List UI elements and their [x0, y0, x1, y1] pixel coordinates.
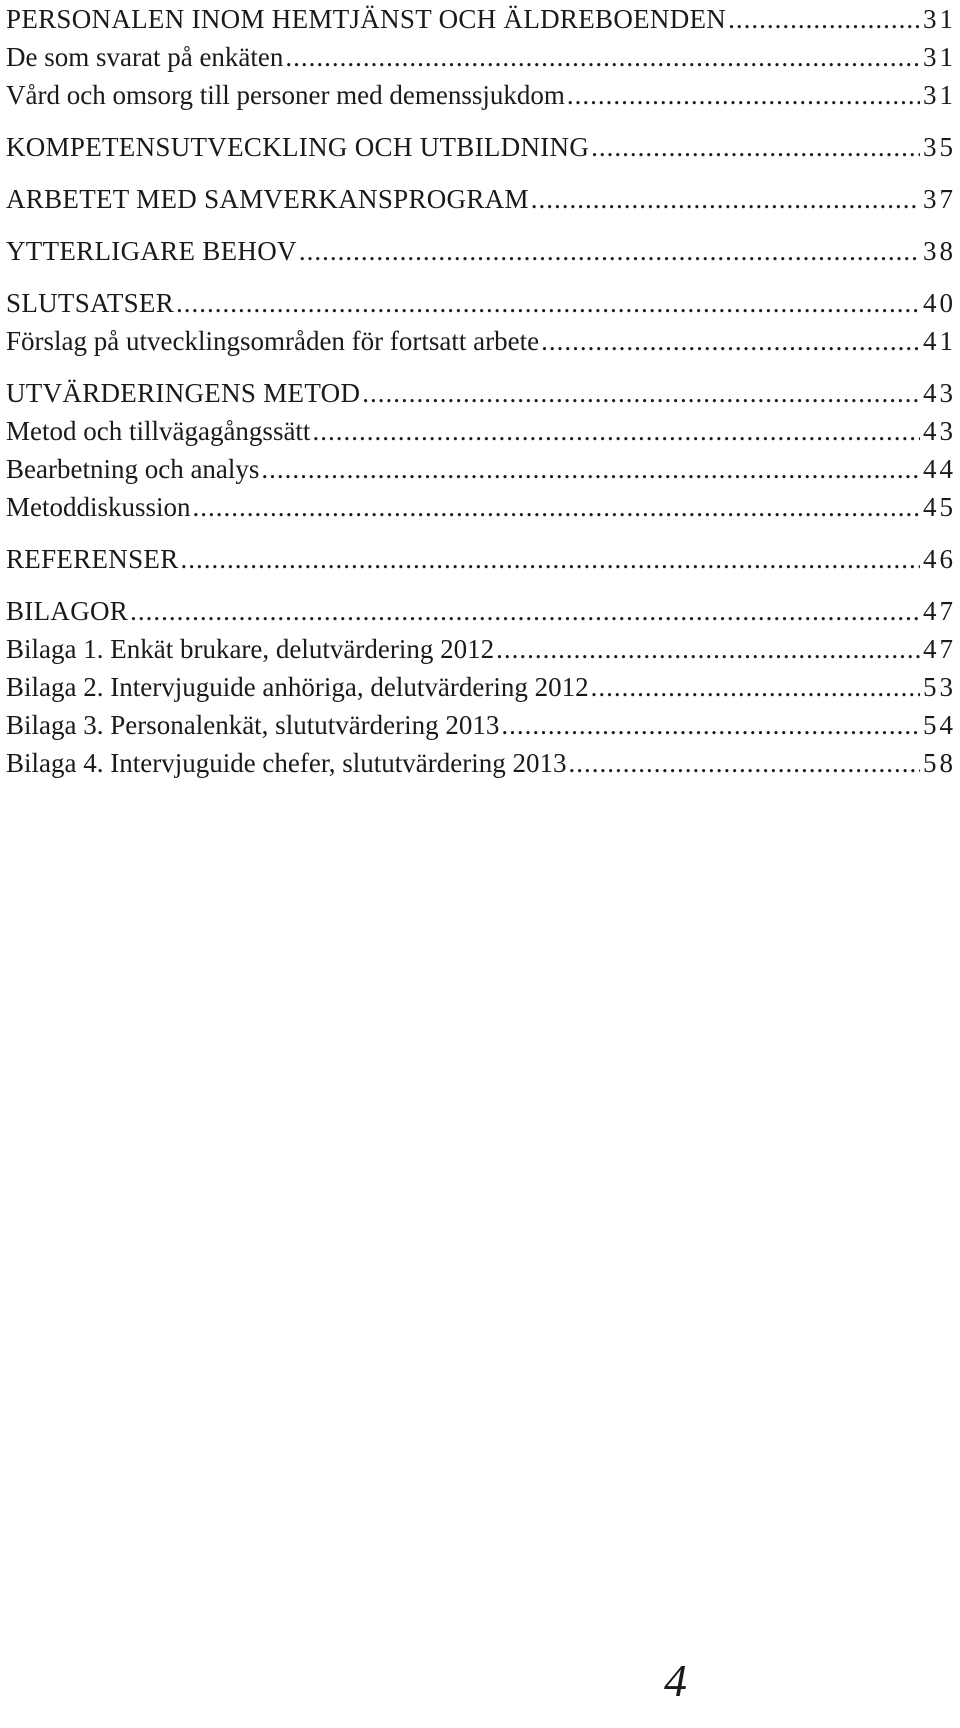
dot-leader	[496, 630, 920, 668]
toc-entry[interactable]	[6, 38, 956, 76]
dot-leader	[567, 76, 920, 114]
toc-entry-label: Vård och omsorg till personer med demenssjukdom	[6, 80, 565, 110]
toc-entry-label: Metod och tillvägagångssätt	[6, 416, 311, 446]
page-number: 4	[664, 1655, 687, 1706]
dot-leader	[193, 488, 920, 526]
dot-leader	[541, 322, 920, 360]
toc-entry-label: Bilaga 4. Intervjuguide chefer, slututvärdering 2013	[6, 748, 567, 778]
dot-leader	[299, 232, 920, 270]
toc-entry-label: PERSONALEN INOM HEMTJÄNST OCH ÄLDREBOENDEN	[6, 4, 727, 34]
toc-entry[interactable]	[6, 374, 956, 412]
toc-entry-page: 43	[923, 378, 956, 408]
toc-entry[interactable]	[6, 630, 956, 668]
toc-entry-page: 41	[923, 326, 956, 356]
toc-entry-page: 53	[923, 672, 956, 702]
toc-entry-label: Metoddiskussion	[6, 492, 191, 522]
toc-entry-page: 31	[923, 4, 956, 34]
toc-entry-label: YTTERLIGARE BEHOV	[6, 236, 297, 266]
toc-entry-page: 31	[923, 42, 956, 72]
toc-entry-page: 38	[923, 236, 956, 266]
toc-entry-label: REFERENSER	[6, 544, 179, 574]
toc-entry[interactable]	[6, 412, 956, 450]
toc-entry-page: 44	[923, 454, 956, 484]
toc-entry[interactable]	[6, 450, 956, 488]
toc-entry-page: 54	[923, 710, 956, 740]
toc-entry-page: 31	[923, 80, 956, 110]
toc-entry-page: 47	[923, 596, 956, 626]
toc-entry-label: KOMPETENSUTVECKLING OCH UTBILDNING	[6, 132, 590, 162]
toc-entry[interactable]	[6, 128, 956, 166]
toc-entry-label: Förslag på utvecklingsområden för fortsatt arbete	[6, 326, 540, 356]
dot-leader	[531, 180, 920, 218]
table-of-contents	[6, 0, 956, 782]
toc-entry[interactable]	[6, 706, 956, 744]
dot-leader	[569, 744, 920, 782]
toc-entry[interactable]	[6, 0, 956, 38]
toc-entry[interactable]	[6, 540, 956, 578]
toc-entry-page: 40	[923, 288, 956, 318]
toc-entry-label: BILAGOR	[6, 596, 129, 626]
toc-entry-label: Bilaga 1. Enkät brukare, delutvärdering 2012	[6, 634, 495, 664]
toc-entry[interactable]	[6, 180, 956, 218]
toc-entry-label: Bearbetning och analys	[6, 454, 260, 484]
toc-entry[interactable]	[6, 284, 956, 322]
toc-entry-label: UTVÄRDERINGENS METOD	[6, 378, 361, 408]
toc-entry[interactable]	[6, 232, 956, 270]
dot-leader	[728, 0, 920, 38]
dot-leader	[362, 374, 920, 412]
dot-leader	[591, 668, 920, 706]
dot-leader	[261, 450, 920, 488]
toc-entry-page: 37	[923, 184, 956, 214]
toc-entry[interactable]	[6, 76, 956, 114]
toc-entry-page: 43	[923, 416, 956, 446]
dot-leader	[181, 540, 920, 578]
toc-entry-label: De som svarat på enkäten	[6, 42, 284, 72]
toc-entry-page: 45	[923, 492, 956, 522]
toc-entry-page: 47	[923, 634, 956, 664]
toc-entry[interactable]	[6, 744, 956, 782]
toc-entry-page: 58	[923, 748, 956, 778]
toc-entry-label: Bilaga 3. Personalenkät, slututvärdering 2013	[6, 710, 500, 740]
toc-entry-label: SLUTSATSER	[6, 288, 175, 318]
toc-entry-label: Bilaga 2. Intervjuguide anhöriga, delutvärdering 2012	[6, 672, 589, 702]
dot-leader	[501, 706, 920, 744]
dot-leader	[285, 38, 920, 76]
dot-leader	[176, 284, 920, 322]
toc-entry-page: 35	[923, 132, 956, 162]
toc-entry[interactable]	[6, 322, 956, 360]
toc-entry-label: ARBETET MED SAMVERKANSPROGRAM	[6, 184, 529, 214]
toc-entry[interactable]	[6, 668, 956, 706]
dot-leader	[591, 128, 920, 166]
toc-entry-page: 46	[923, 544, 956, 574]
toc-entry[interactable]	[6, 592, 956, 630]
toc-entry[interactable]	[6, 488, 956, 526]
dot-leader	[130, 592, 920, 630]
dot-leader	[312, 412, 920, 450]
